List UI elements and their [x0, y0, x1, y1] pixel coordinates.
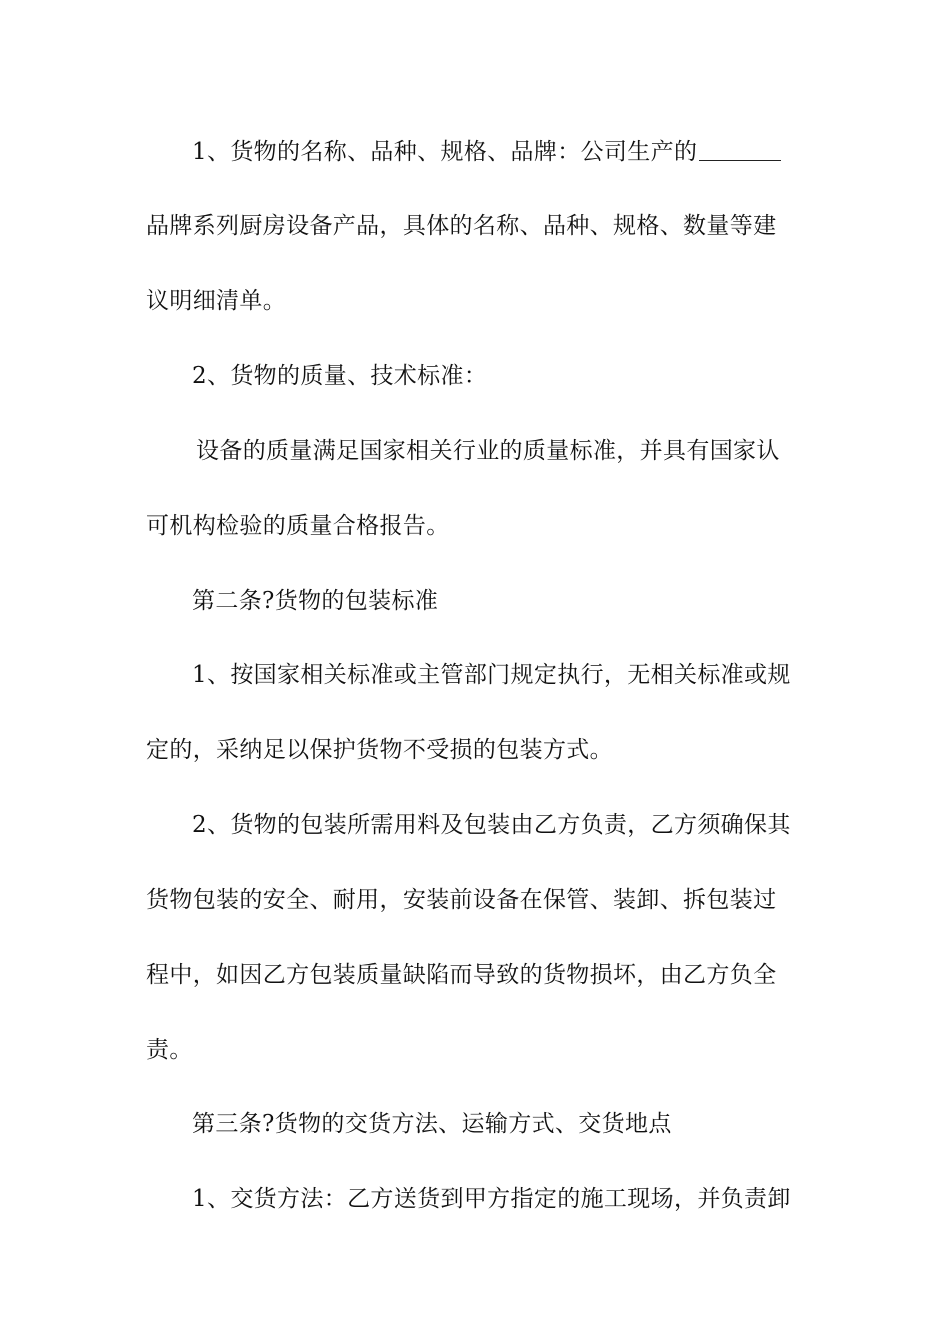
paragraph-line: 1、按国家相关标准或主管部门规定执行，无相关标准或规 [192, 662, 791, 688]
fill-in-blank [699, 132, 781, 161]
paragraph-line: 议明细清单。 [146, 288, 287, 314]
paragraph-line: 1、交货方法：乙方送货到甲方指定的施工现场，并负责卸 [192, 1186, 791, 1212]
line-text: 1、货物的名称、品种、规格、品牌：公司生产的 [192, 139, 698, 165]
paragraph-line: 品牌系列厨房设备产品，具体的名称、品种、规格、数量等建 [146, 213, 777, 239]
paragraph-line: 2、货物的质量、技术标准： [192, 363, 488, 389]
section-heading: 第三条?货物的交货方法、运输方式、交货地点 [192, 1111, 672, 1137]
paragraph-line: 可机构检验的质量合格报告。 [146, 513, 450, 539]
paragraph-line: 程中，如因乙方包装质量缺陷而导致的货物损坏，由乙方负全 [146, 962, 777, 988]
paragraph-line: 设备的质量满足国家相关行业的质量标准，并具有国家认 [196, 438, 780, 464]
paragraph-line: 货物包装的安全、耐用，安装前设备在保管、装卸、拆包装过 [146, 887, 777, 913]
paragraph-line: 定的，采纳足以保护货物不受损的包装方式。 [146, 737, 613, 763]
paragraph-line [192, 132, 852, 172]
paragraph-line: 2、货物的包装所需用料及包装由乙方负责，乙方须确保其 [192, 812, 791, 838]
paragraph-line: 责。 [146, 1037, 193, 1063]
section-heading: 第二条?货物的包装标准 [192, 588, 439, 614]
